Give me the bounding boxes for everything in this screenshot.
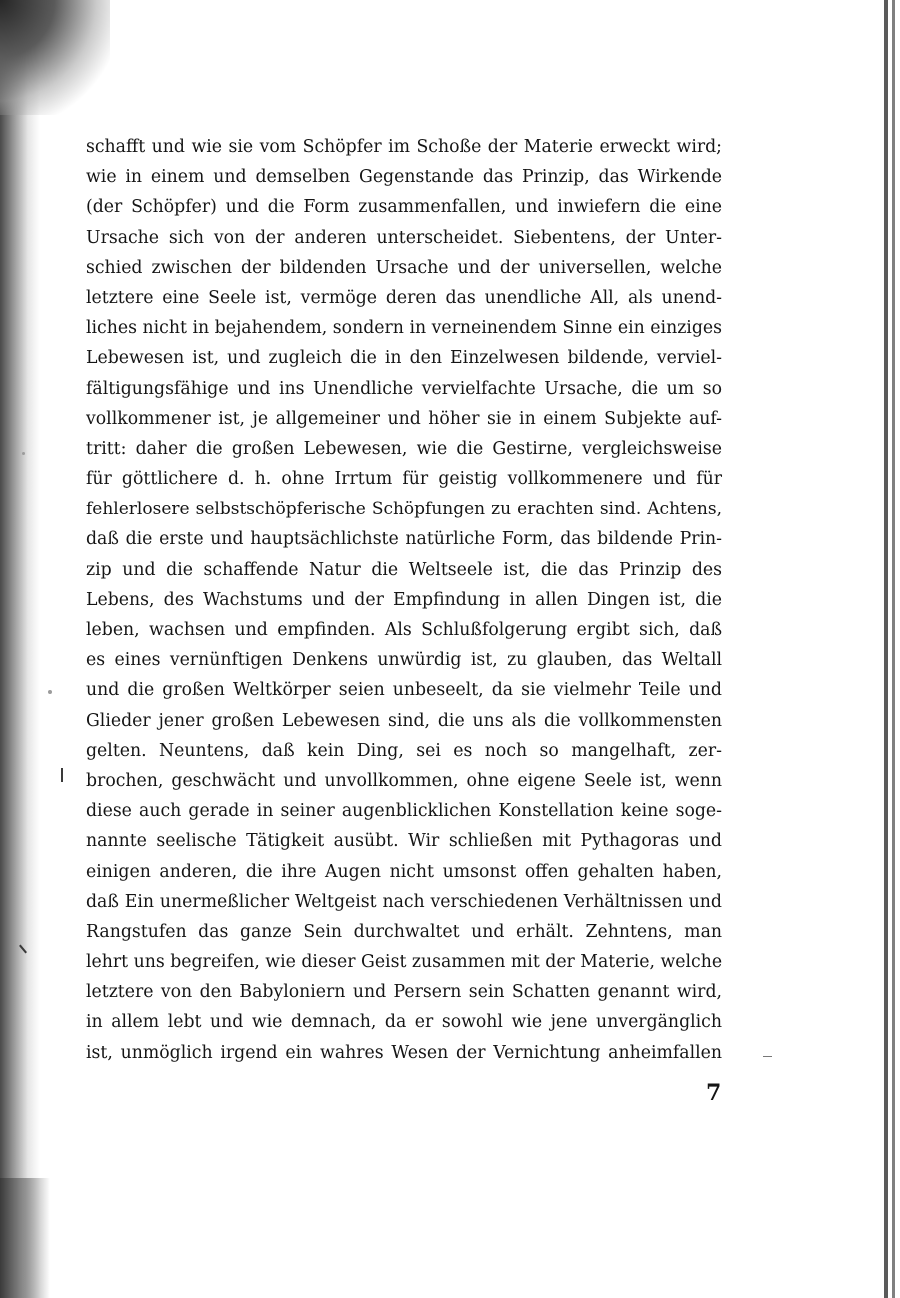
page-number: 7	[706, 1080, 722, 1106]
scan-speck	[48, 690, 52, 694]
margin-dash-mark	[763, 1056, 772, 1057]
text-line: zip und die schaffende Natur die Weltseele ist, die das Prinzip des	[86, 559, 722, 580]
text-line: es eines vernünftigen Denkens unwürdig ist, zu glauben, das Weltall	[86, 650, 722, 671]
text-line: ist, unmöglich irgend ein wahres Wesen der Vernichtung anheimfallen	[86, 1042, 722, 1063]
scan-right-edge-line	[884, 0, 888, 1298]
text-line: daß die erste und hauptsächlichste natürliche Form, das bildende Prin-	[86, 529, 722, 550]
text-line: in allem lebt und wie demnach, da er sowohl wie jene unvergänglich	[86, 1012, 722, 1033]
scan-stray-mark	[61, 768, 63, 782]
text-line: fältigungsfähige und ins Unendliche vervielfachte Ursache, die um so	[86, 378, 722, 399]
text-line: vollkommener ist, je allgemeiner und höher sie in einem Subjekte auf-	[86, 408, 722, 429]
text-line: Lebewesen ist, und zugleich die in den Einzelwesen bildende, verviel-	[86, 348, 722, 369]
text-line: für göttlichere d. h. ohne Irrtum für geistig vollkommenere und für	[86, 469, 722, 490]
scan-right-edge-line-inner	[892, 0, 895, 1298]
scan-bottom-corner-shadow	[0, 1178, 50, 1298]
text-line: schied zwischen der bildenden Ursache und der universellen, welche	[86, 257, 722, 278]
text-line: liches nicht in bejahendem, sondern in verneinendem Sinne ein einziges	[86, 318, 722, 339]
text-line: brochen, geschwächt und unvollkommen, ohne eigene Seele ist, wenn	[86, 770, 722, 791]
text-line: diese auch gerade in seiner augenblicklichen Konstellation keine soge-	[86, 801, 722, 822]
text-line: lehrt uns begreifen, wie dieser Geist zusammen mit der Materie, welche	[86, 952, 723, 973]
text-line: letztere eine Seele ist, vermöge deren das unendliche All, als unend-	[86, 287, 722, 308]
text-line: gelten. Neuntens, daß kein Ding, sei es noch so mangelhaft, zer-	[86, 740, 722, 761]
scan-corner-shadow	[0, 0, 110, 115]
text-line: und die großen Weltkörper seien unbeseelt, da sie vielmehr Teile und	[86, 680, 722, 701]
scan-left-edge-shadow	[0, 0, 40, 1298]
text-line: tritt: daher die großen Lebewesen, wie die Gestirne, vergleichsweise	[86, 438, 722, 459]
text-line: nannte seelische Tätigkeit ausübt. Wir schließen mit Pythagoras und	[86, 831, 722, 852]
text-line: leben, wachsen und empfinden. Als Schlußfolgerung ergibt sich, daß	[86, 620, 722, 640]
text-line: Lebens, des Wachstums und der Empfindung in allen Dingen ist, die	[86, 589, 722, 610]
text-line: einigen anderen, die ihre Augen nicht umsonst offen gehalten haben,	[86, 861, 722, 882]
text-line: schafft und wie sie vom Schöpfer im Schoße der Materie erweckt wird;	[86, 137, 722, 157]
text-line: letztere von den Babyloniern und Persern sein Schatten genannt wird,	[86, 982, 722, 1003]
text-line: Rangstufen das ganze Sein durchwaltet und erhält. Zehntens, man	[86, 921, 722, 942]
text-line: (der Schöpfer) und die Form zusammenfallen, und inwiefern die eine	[86, 197, 722, 218]
text-line: fehlerlosere selbstschöpferische Schöpfungen zu erachten sind. Achtens,	[86, 499, 722, 520]
text-line: daß Ein unermeßlicher Weltgeist nach verschiedenen Verhältnissen und	[86, 891, 722, 912]
page-body-text	[86, 132, 722, 1068]
text-line: Ursache sich von der anderen unterscheidet. Siebentens, der Unter-	[86, 227, 722, 248]
text-line: Glieder jener großen Lebewesen sind, die uns als die vollkommensten	[86, 710, 722, 731]
text-line: wie in einem und demselben Gegenstande das Prinzip, das Wirkende	[86, 167, 722, 188]
scan-speck	[22, 452, 25, 455]
